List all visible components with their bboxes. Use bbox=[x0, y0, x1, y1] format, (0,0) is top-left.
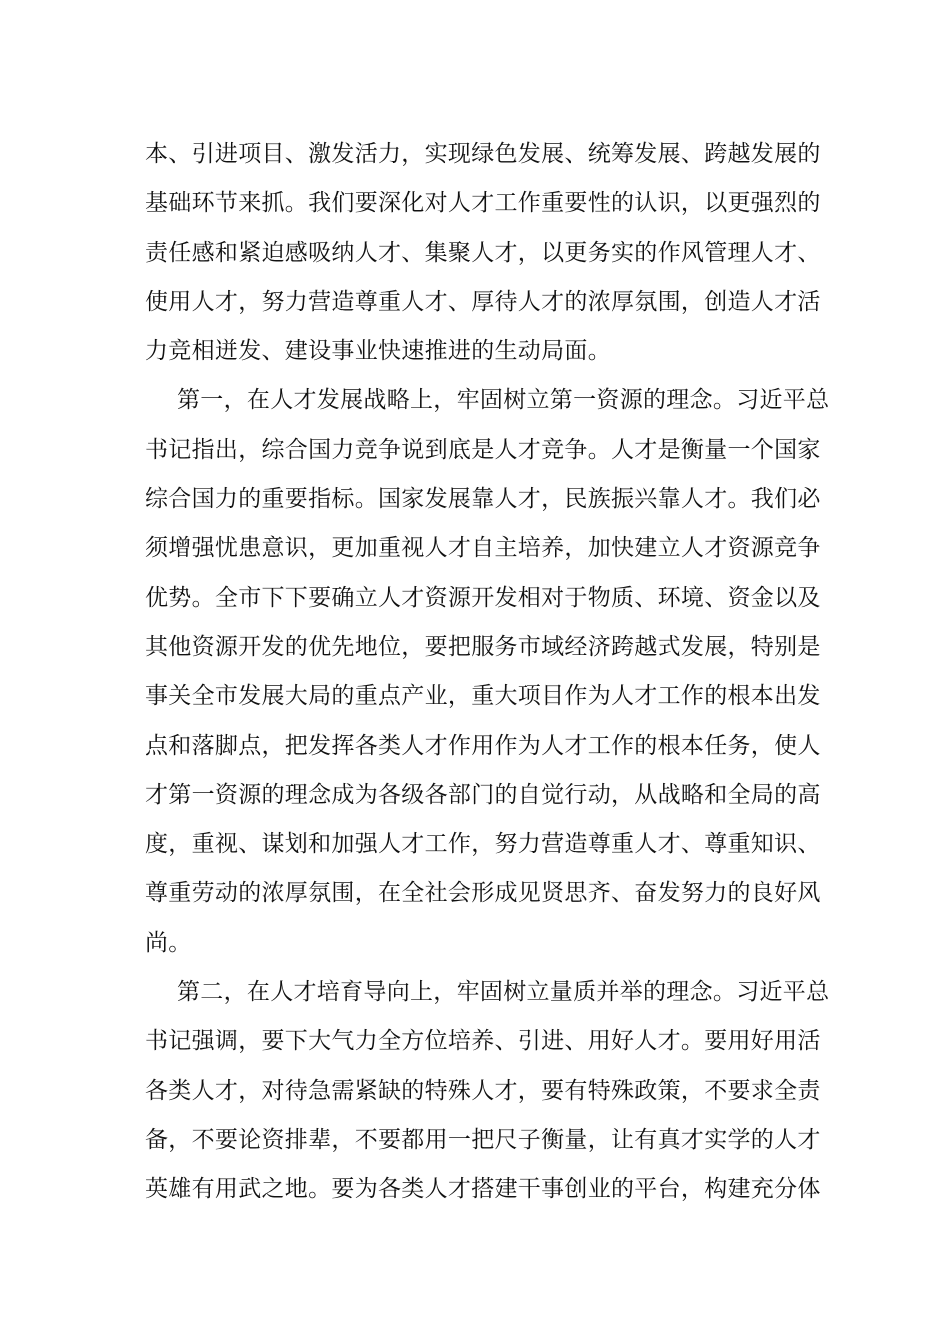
text-line: 本、引进项目、激发活力，实现绿色发展、统筹发展、跨越发展的 bbox=[145, 141, 821, 167]
text-line: 第一，在人才发展战略上，牢固树立第一资源的理念。习近平总 bbox=[177, 387, 830, 414]
text-line: 优势。全市下下要确立人才资源开发相对于物质、环境、资金以及 bbox=[145, 584, 821, 611]
text-line: 各类人才，对待急需紧缺的特殊人才，要有特殊政策，不要求全责 bbox=[145, 1077, 821, 1104]
text-line: 第二，在人才培育导向上，牢固树立量质并举的理念。习近平总 bbox=[177, 979, 830, 1006]
text-line: 力竞相迸发、建设事业快速推进的生动局面。 bbox=[145, 338, 611, 365]
text-line: 责任感和紧迫感吸纳人才、集聚人才，以更务实的作风管理人才、 bbox=[145, 239, 821, 266]
text-line: 尚。 bbox=[145, 929, 192, 956]
text-line: 备，不要论资排辈，不要都用一把尺子衡量，让有真才实学的人才 bbox=[145, 1126, 821, 1153]
text-line: 使用人才，努力营造尊重人才、厚待人才的浓厚氛围，创造人才活 bbox=[145, 288, 821, 315]
text-line: 其他资源开发的优先地位，要把服务市域经济跨越式发展，特别是 bbox=[145, 633, 821, 660]
text-line: 英雄有用武之地。要为各类人才搭建干事创业的平台，构建充分体 bbox=[145, 1176, 821, 1203]
document-body bbox=[145, 130, 830, 1215]
text-line: 尊重劳动的浓厚氛围，在全社会形成见贤思齐、奋发努力的良好风 bbox=[145, 880, 821, 907]
text-line: 书记强调，要下大气力全方位培养、引进、用好人才。要用好用活 bbox=[145, 1028, 821, 1055]
text-line: 点和落脚点，把发挥各类人才作用作为人才工作的根本任务，使人 bbox=[145, 732, 821, 759]
text-line: 综合国力的重要指标。国家发展靠人才，民族振兴靠人才。我们必 bbox=[145, 486, 821, 513]
text-line: 度，重视、谋划和加强人才工作，努力营造尊重人才、尊重知识、 bbox=[145, 831, 821, 858]
text-line: 书记指出，综合国力竞争说到底是人才竞争。人才是衡量一个国家 bbox=[145, 436, 821, 463]
text-line: 须增强忧患意识，更加重视人才自主培养，加快建立人才资源竞争 bbox=[145, 535, 821, 562]
text-line: 事关全市发展大局的重点产业，重大项目作为人才工作的根本出发 bbox=[145, 683, 821, 710]
text-line: 才第一资源的理念成为各级各部门的自觉行动，从战略和全局的高 bbox=[145, 781, 821, 808]
text-line: 基础环节来抓。我们要深化对人才工作重要性的认识，以更强烈的 bbox=[145, 190, 821, 217]
